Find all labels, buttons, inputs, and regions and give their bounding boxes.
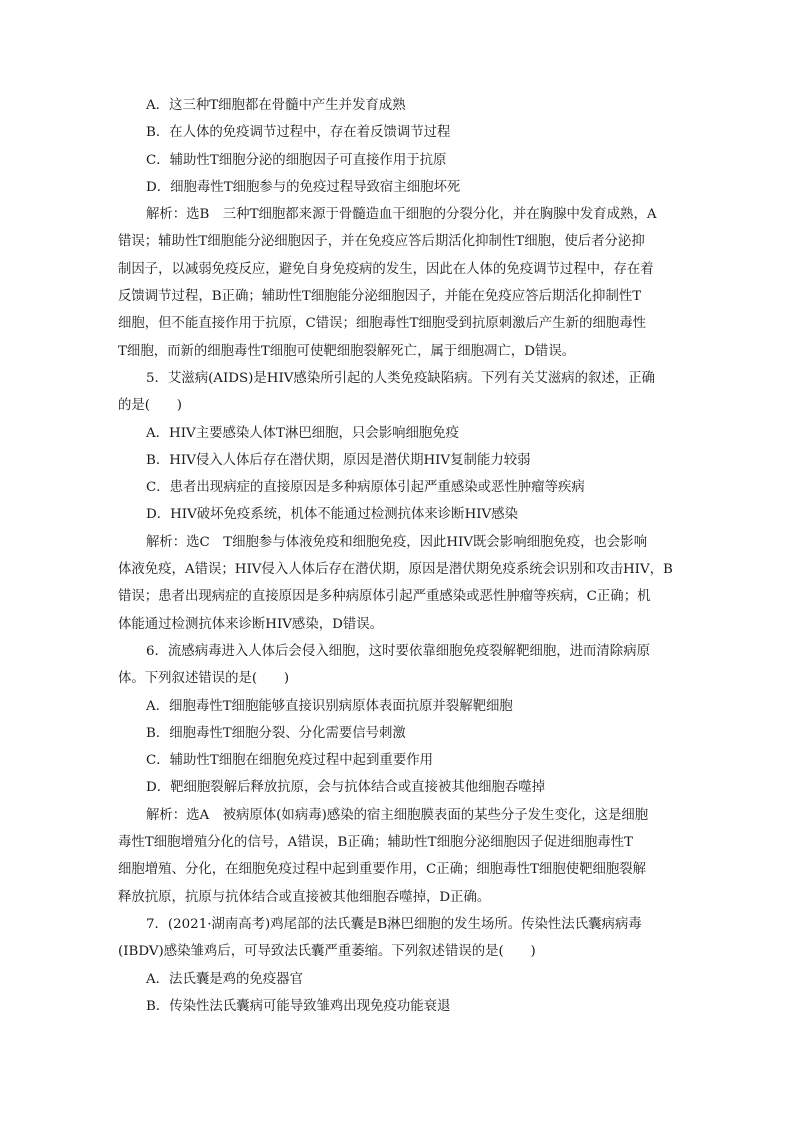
question-4-analysis-line: 错误；辅助性T细胞能分泌细胞因子，并在免疫应答后期活化抑制性T细胞，使后者分泌抑 — [118, 234, 645, 250]
question-6-option-b: B．细胞毒性T细胞分裂、分化需要信号刺激 — [146, 725, 406, 741]
question-5-analysis-line: 体能通过检测抗体来诊断HIV感染，D错误。 — [118, 616, 384, 632]
question-5-option-a: A．HIV主要感染人体T淋巴细胞，只会影响细胞免疫 — [146, 425, 460, 441]
question-4-option-d: D．细胞毒性T细胞参与的免疫过程导致宿主细胞坏死 — [146, 179, 461, 195]
question-7-option-a: A．法氏囊是鸡的免疫器官 — [146, 971, 303, 987]
question-4-analysis-line: 解析：选B 三种T细胞都来源于骨髓造血干细胞的分裂分化，并在胸腺中发育成熟，A — [146, 207, 657, 223]
question-6-analysis-line: 毒性T细胞增殖分化的信号，A错误，B正确；辅助性T细胞分泌细胞因子促进细胞毒性T — [118, 835, 633, 851]
question-4-analysis-line: 细胞，但不能直接作用于抗原，C错误；细胞毒性T细胞受到抗原刺激后产生新的细胞毒性 — [118, 316, 647, 332]
question-6-analysis-line: 解析：选A 被病原体(如病毒)感染的宿主细胞膜表面的某些分子发生变化，这是细胞 — [146, 807, 649, 823]
question-4-option-c: C．辅助性T细胞分泌的细胞因子可直接作用于抗原 — [146, 152, 447, 168]
question-5-option-d: D．HIV破坏免疫系统，机体不能通过检测抗体来诊断HIV感染 — [146, 507, 518, 523]
question-5-analysis-line: 体液免疫，A错误；HIV侵入人体后存在潜伏期，原因是潜伏期免疫系统会识别和攻击HIV，B — [118, 562, 673, 578]
question-7-stem: 7．(2021·湖南高考)鸡尾部的法氏囊是B淋巴细胞的发生场所。传染性法氏囊病病毒 — [146, 916, 642, 932]
question-4-option-b: B．在人体的免疫调节过程中，存在着反馈调节过程 — [146, 125, 451, 141]
question-6-stem: 体。下列叙述错误的是( ) — [118, 671, 290, 687]
question-7-option-b: B．传染性法氏囊病可能导致雏鸡出现免疫功能衰退 — [146, 998, 451, 1014]
question-7-stem: (IBDV)感染雏鸡后，可导致法氏囊严重萎缩。下列叙述错误的是( ) — [118, 944, 536, 960]
document-page — [118, 92, 678, 1020]
question-6-option-d: D．靶细胞裂解后释放抗原，会与抗体结合或直接被其他细胞吞噬掉 — [146, 780, 546, 796]
question-4-analysis-line: 制因子，以减弱免疫反应，避免自身免疫病的发生，因此在人体的免疫调节过程中，存在着 — [118, 261, 654, 277]
question-6-analysis-line: 释放抗原，抗原与抗体结合或直接被其他细胞吞噬掉，D正确。 — [118, 889, 491, 905]
question-6-stem: 6．流感病毒进入人体后会侵入细胞，这时要依靠细胞免疫裂解靶细胞，进而清除病原 — [146, 643, 650, 659]
question-4-analysis-line: 反馈调节过程，B正确；辅助性T细胞能分泌细胞因子，并能在免疫应答后期活化抑制性T — [118, 289, 642, 305]
question-6-option-c: C．辅助性T细胞在细胞免疫过程中起到重要作用 — [146, 753, 433, 769]
question-5-stem: 的是( ) — [118, 398, 183, 414]
question-4-option-a: A．这三种T细胞都在骨髓中产生并发育成熟 — [146, 98, 406, 113]
question-6-analysis-line: 细胞增殖、分化，在细胞免疫过程中起到重要作用，C正确；细胞毒性T细胞使靶细胞裂解 — [118, 862, 647, 878]
question-6-option-a: A．细胞毒性T细胞能够直接识别病原体表面抗原并裂解靶细胞 — [146, 698, 513, 714]
question-5-option-c: C．患者出现病症的直接原因是多种病原体引起严重感染或恶性肿瘤等疾病 — [146, 480, 585, 496]
question-4-analysis-line: T细胞，而新的细胞毒性T细胞可使靶细胞裂解死亡，属于细胞凋亡，D错误。 — [118, 343, 576, 359]
question-5-analysis-line: 解析：选C T细胞参与体液免疫和细胞免疫，因此HIV既会影响细胞免疫，也会影响 — [146, 534, 648, 550]
question-5-stem: 5．艾滋病(AIDS)是HIV感染所引起的人类免疫缺陷病。下列有关艾滋病的叙述，正确 — [146, 370, 655, 386]
question-5-option-b: B．HIV侵入人体后存在潜伏期，原因是潜伏期HIV复制能力较弱 — [146, 452, 531, 468]
question-5-analysis-line: 错误；患者出现病症的直接原因是多种病原体引起严重感染或恶性肿瘤等疾病，C正确；机 — [118, 589, 651, 605]
